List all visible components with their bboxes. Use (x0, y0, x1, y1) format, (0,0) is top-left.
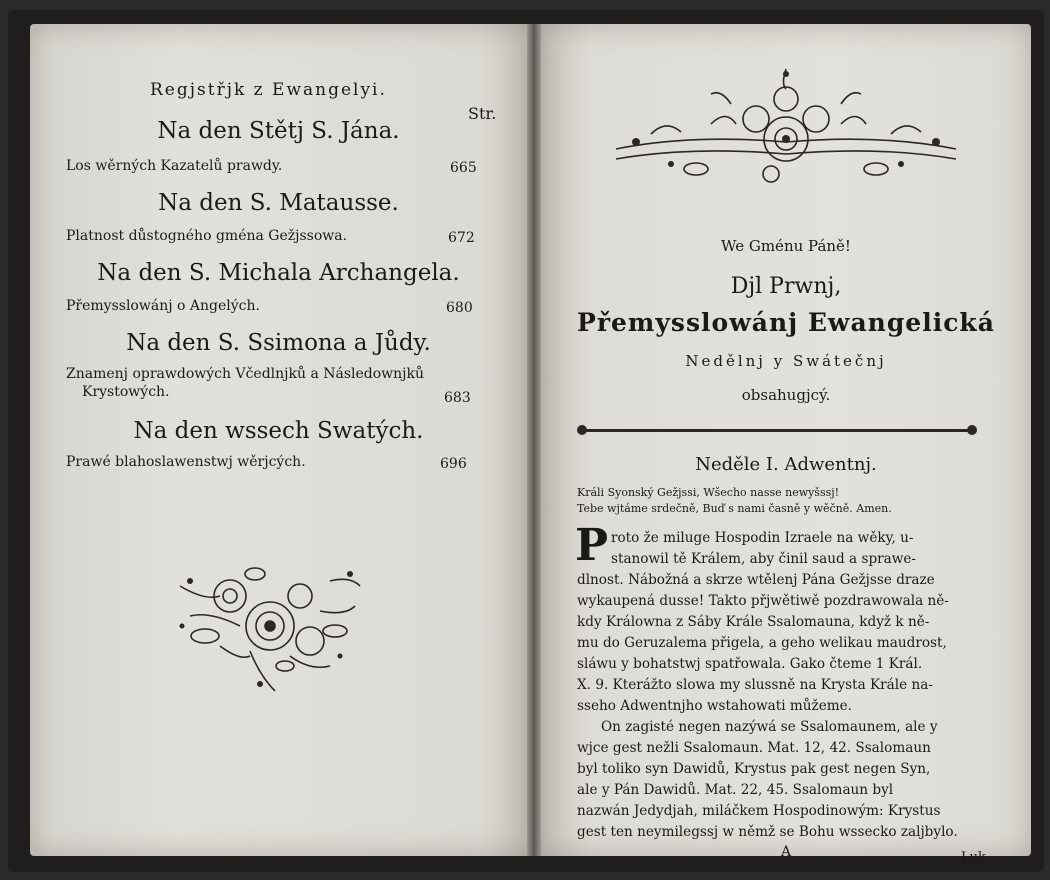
signature-mark: A (781, 844, 792, 860)
floral-vignette-icon (160, 556, 370, 696)
entry-page-number: 665 (450, 160, 477, 176)
body-line: dlnost. Nábožná a skrze wtělenj Pána Gežjsse draze (577, 572, 935, 588)
subtitle-continued: obsahugjcý. (741, 386, 831, 404)
body-line: byl toliko syn Dawidů, Krystus pak gest negen Syn, (577, 761, 931, 777)
body-line: roto že miluge Hospodin Izraele na wěky, u- (611, 530, 914, 546)
page-title: Přemysslowánj Ewangelická (577, 308, 995, 337)
entry-page-number: 680 (446, 300, 473, 316)
book-gutter (527, 24, 541, 856)
body-line: mu do Geruzalema přigela, a geho welikau maudrost, (577, 635, 947, 651)
body-line: wjce gest nežli Ssalomaun. Mat. 12, 42. Ssalomaun (577, 740, 931, 756)
body-line: stanowil tě Králem, aby činil saud a sprawe- (611, 551, 917, 567)
register-entry: Platnost důstogného gména Gežjssowa. (66, 228, 348, 244)
register-entry-continued: Krystowých. (82, 384, 170, 400)
hymn-verse-line: Králi Syonský Gežjssi, Wšecho nasse newyšssj! (577, 486, 840, 499)
body-line: sláwu y bohatstwj spatřowala. Gako čteme 1 Král. (577, 656, 923, 672)
entry-page-number: 696 (440, 456, 467, 472)
register-entry: Přemysslowánj o Angelých. (66, 298, 260, 314)
sunday-heading: Neděle I. Adwentnj. (695, 454, 877, 475)
hymn-verse-line: Tebe wjtáme srdečně, Buď s nami časně y wěčně. Amen. (577, 502, 892, 515)
entry-page-number: 672 (448, 230, 475, 246)
body-line: gest ten neymilegssj w němž se Bohu wssecko zaljbylo. (577, 824, 958, 840)
body-line: ale y Pán Dawidů. Mat. 22, 45. Ssalomaun byl (577, 782, 894, 798)
part-heading: Djl Prwnj, (730, 274, 842, 299)
body-line: nazwán Jedydjah, miláčkem Hospodinowým: Krystus (577, 803, 941, 819)
decorative-rule (581, 429, 971, 432)
section-heading: Na den wssech Swatých. (133, 418, 424, 444)
body-line: On zagisté negen nazýwá se Ssalomaunem, ale y (601, 719, 938, 735)
body-line: X. 9. Kterážto slowa my slussně na Krysta Krále na- (577, 677, 933, 693)
section-heading: Na den S. Michala Archangela. (97, 260, 460, 286)
subtitle: Nedělnj y Swátečnj (685, 352, 887, 370)
section-heading: Na den S. Matausse. (158, 190, 399, 216)
catchword: Luk. (961, 850, 991, 865)
floral-headpiece-icon (611, 64, 961, 189)
left-page (30, 24, 527, 856)
body-line: sseho Adwentnjho wstahowati můžeme. (577, 698, 853, 714)
body-line: wykaupená dusse! Takto přjwětiwě pozdrawowala ně- (577, 593, 949, 609)
right-page (541, 24, 1031, 865)
entry-page-number: 683 (444, 390, 471, 406)
register-entry: Prawé blahoslawenstwj wěrjcých. (66, 454, 306, 470)
section-heading: Na den S. Ssimona a Jůdy. (126, 330, 431, 356)
register-header: Regjstřjk z Ewangelyi. (150, 80, 387, 100)
invocation: We Gménu Páně! (721, 237, 851, 255)
rule-end-right (967, 425, 977, 435)
section-heading: Na den Stětj S. Jána. (157, 118, 400, 144)
register-entry: Znamenj oprawdowých Včedlnjků a Následownjků (66, 366, 425, 382)
register-entry: Los wěrných Kazatelů prawdy. (66, 158, 283, 174)
page-column-label: Str. (468, 104, 497, 123)
drop-cap: P (575, 520, 609, 571)
body-line: kdy Králowna z Sáby Krále Ssalomauna, když k ně- (577, 614, 930, 630)
